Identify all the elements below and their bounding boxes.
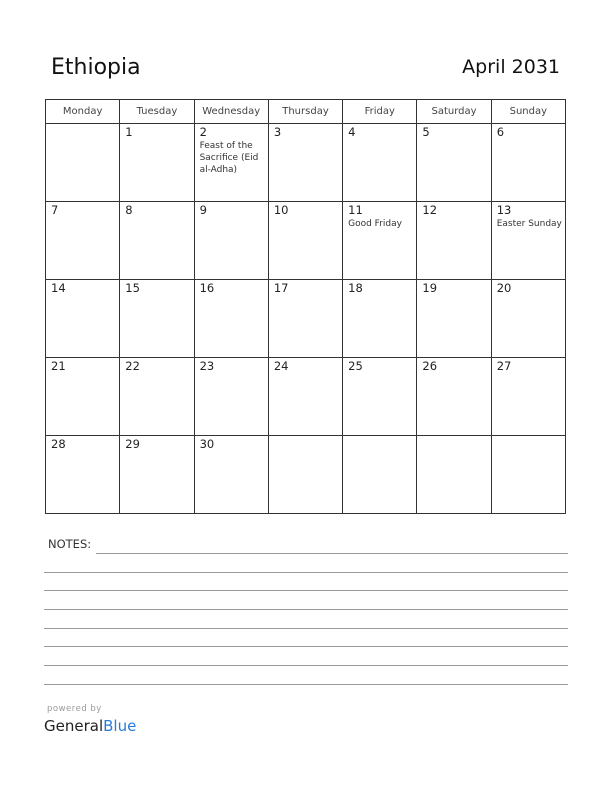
holiday-event: Easter Sunday: [496, 219, 562, 229]
calendar-week-row: [46, 358, 566, 436]
day-number: 3: [273, 125, 282, 139]
calendar-day-cell: [491, 280, 565, 358]
day-number: 19: [422, 281, 438, 295]
calendar-country-title: Ethiopia: [51, 55, 141, 80]
day-number: 17: [273, 281, 289, 295]
calendar-day-cell: [268, 358, 342, 436]
calendar-day-cell: [491, 436, 565, 514]
calendar-day-cell: [120, 358, 194, 436]
calendar-day-cell: [417, 124, 491, 202]
holiday-event: Good Friday: [348, 219, 402, 229]
day-number: 11: [348, 203, 363, 217]
calendar-day-cell: [343, 436, 417, 514]
day-number: 20: [496, 281, 512, 295]
calendar-day-cell: [194, 280, 268, 358]
calendar-day-cell: [417, 202, 491, 280]
calendar-month-title: April 2031: [462, 56, 560, 78]
calendar-day-cell: [120, 202, 194, 280]
calendar-day-cell: [268, 202, 342, 280]
weekday-header: Tuesday: [120, 100, 194, 124]
day-number: 15: [125, 281, 140, 295]
weekday-header: Sunday: [491, 100, 565, 124]
day-number: 13: [496, 203, 512, 217]
calendar-day-cell: [491, 124, 565, 202]
day-number: 8: [125, 203, 133, 217]
day-number: 18: [348, 281, 363, 295]
weekday-header: Wednesday: [194, 100, 268, 124]
day-number: 6: [496, 125, 505, 139]
calendar-day-cell: [343, 124, 417, 202]
logo-general-text: General: [44, 717, 104, 735]
day-number: 21: [51, 359, 66, 373]
calendar-week-row: [46, 436, 566, 514]
calendar-day-cell: [120, 280, 194, 358]
day-number: 7: [51, 203, 59, 217]
logo-blue-text: Blue: [103, 717, 137, 735]
calendar-day-cell: [120, 124, 194, 202]
day-number: 9: [199, 203, 207, 217]
day-number: 24: [273, 359, 289, 373]
weekday-header-row: [46, 100, 566, 124]
note-line: [44, 646, 568, 647]
day-number: 14: [51, 281, 66, 295]
note-line: [44, 628, 568, 629]
day-number: 2: [199, 125, 207, 139]
note-line: [44, 572, 568, 573]
day-number: 16: [199, 281, 215, 295]
day-number: 12: [422, 203, 438, 217]
calendar-day-cell: [491, 358, 565, 436]
day-number: 28: [51, 437, 66, 451]
day-number: 1: [125, 125, 133, 139]
weekday-header: Friday: [343, 100, 417, 124]
holiday-event: Feast of the Sacrifice (Eid al-Adha): [199, 141, 259, 175]
note-line: [44, 684, 568, 685]
day-number: 27: [496, 359, 512, 373]
day-number: 22: [125, 359, 140, 373]
calendar-day-cell: [194, 358, 268, 436]
calendar-day-cell: [343, 358, 417, 436]
day-number: 10: [273, 203, 289, 217]
note-line: [96, 553, 568, 554]
calendar-day-cell: [268, 280, 342, 358]
calendar-day-cell: [343, 202, 417, 280]
day-number: 5: [422, 125, 430, 139]
day-number: 26: [422, 359, 438, 373]
calendar-day-cell: [343, 280, 417, 358]
note-line: [44, 590, 568, 591]
calendar-day-cell: [194, 436, 268, 514]
day-number: 29: [125, 437, 140, 451]
calendar-week-row: [46, 280, 566, 358]
calendar-grid: [45, 99, 566, 514]
calendar-day-cell: [417, 436, 491, 514]
notes-label: NOTES:: [48, 537, 92, 551]
calendar-day-cell: [194, 202, 268, 280]
day-number: 30: [199, 437, 215, 451]
day-number: 4: [348, 125, 356, 139]
powered-by-text: powered by: [47, 704, 102, 714]
calendar-day-cell: [46, 124, 120, 202]
calendar-day-cell: [268, 124, 342, 202]
calendar-week-row: [46, 202, 566, 280]
weekday-header: Saturday: [417, 100, 491, 124]
day-number: 25: [348, 359, 363, 373]
day-number: 23: [199, 359, 215, 373]
calendar-day-cell: [46, 436, 120, 514]
calendar-day-cell: [46, 280, 120, 358]
note-line: [44, 665, 568, 666]
calendar-day-cell: [268, 436, 342, 514]
calendar-day-cell: [120, 436, 194, 514]
generalblue-logo: [44, 717, 136, 735]
calendar-day-cell: [46, 202, 120, 280]
weekday-header: Monday: [46, 100, 120, 124]
calendar-day-cell: [46, 358, 120, 436]
calendar-day-cell: [194, 124, 268, 202]
note-line: [44, 609, 568, 610]
weekday-header: Thursday: [268, 100, 342, 124]
calendar-week-row: [46, 124, 566, 202]
calendar-day-cell: [491, 202, 565, 280]
calendar-day-cell: [417, 280, 491, 358]
calendar-day-cell: [417, 358, 491, 436]
